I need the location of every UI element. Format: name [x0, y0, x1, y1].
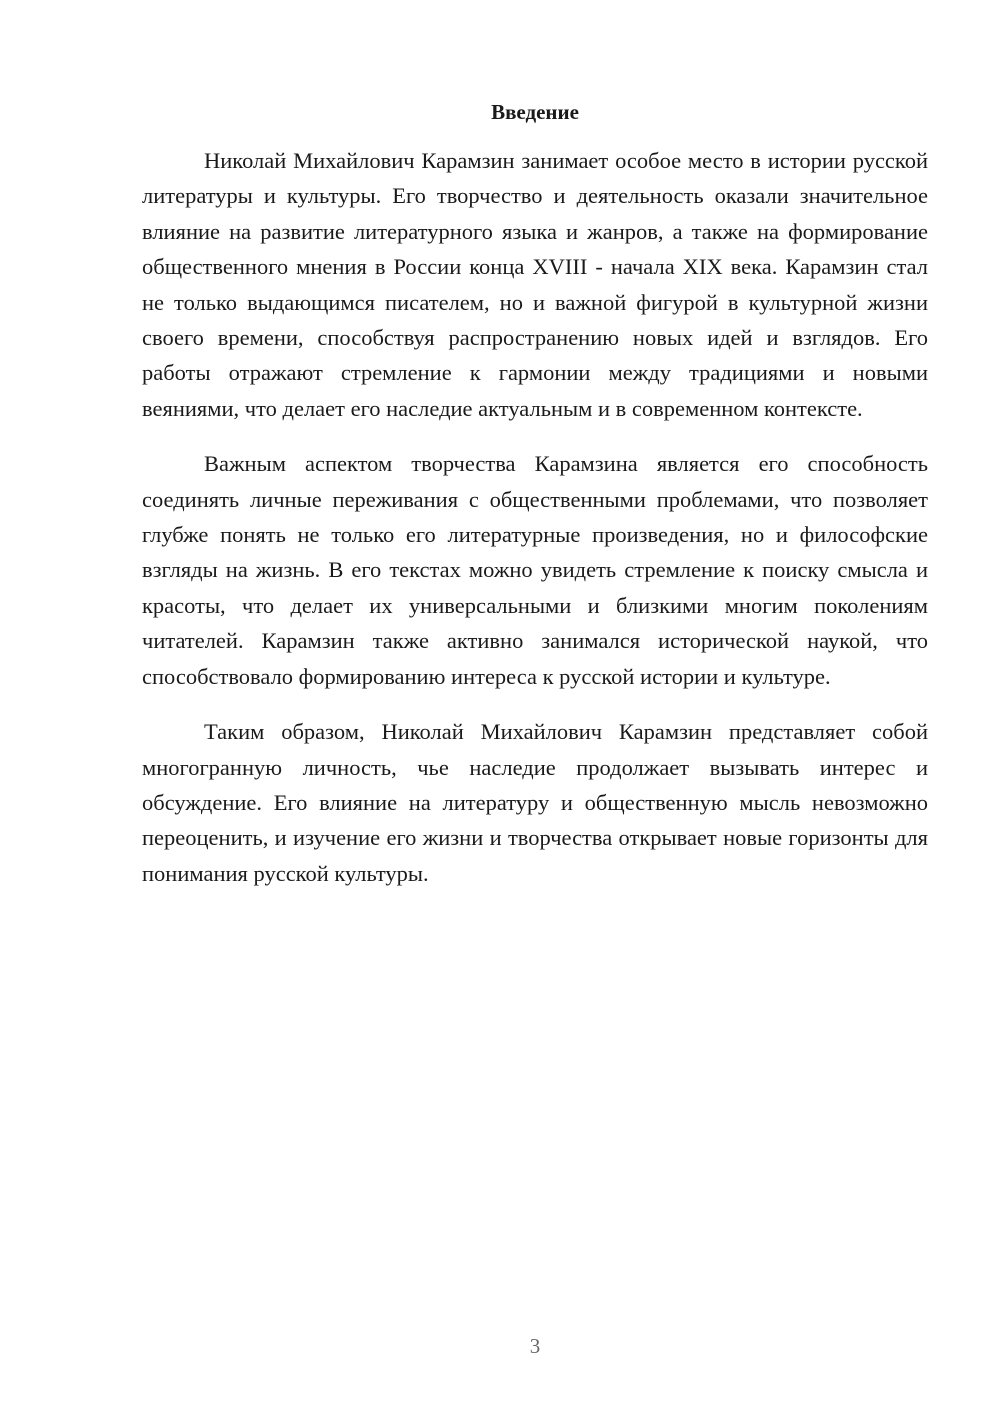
page-number: 3	[529, 1334, 541, 1358]
section-heading: Введение	[491, 100, 579, 124]
paragraph-2: Важным аспектом творчества Карамзина является его способность соединять личные переживания с общественными проблемами, что позволяет глубже понять не только его литературные произведения, но и философские взгляды на жизнь. В его текстах можно увидеть стремление к поиску смысла и красоты, что делает их универсальными и близкими многим поколениям читателей. Карамзин также активно занимался исторической наукой, что способствовало формированию интереса к русской истории и культуре.	[142, 451, 928, 689]
body-text	[142, 143, 928, 911]
paragraph-3: Таким образом, Николай Михайлович Карамзин представляет собой многогранную личность, чье наследие продолжает вызывать интерес и обсуждение. Его влияние на литературу и общественную мысль невозможно переоценить, и изучение его жизни и творчества открывает новые горизонты для понимания русской культуры.	[142, 719, 928, 886]
paragraph-1: Николай Михайлович Карамзин занимает особое место в истории русской литературы и культуры. Его творчество и деятельность оказали значительное влияние на развитие литературного языка и жанров, а также на формирование общественного мнения в России конца XVIII - начала XIX века. Карамзин стал не только выдающимся писателем, но и важной фигурой в культурной жизни своего времени, способствуя распространению новых идей и взглядов. Его работы отражают стремление к гармонии между традициями и новыми веяниями, что делает его наследие актуальным и в современном контексте.	[142, 148, 928, 421]
